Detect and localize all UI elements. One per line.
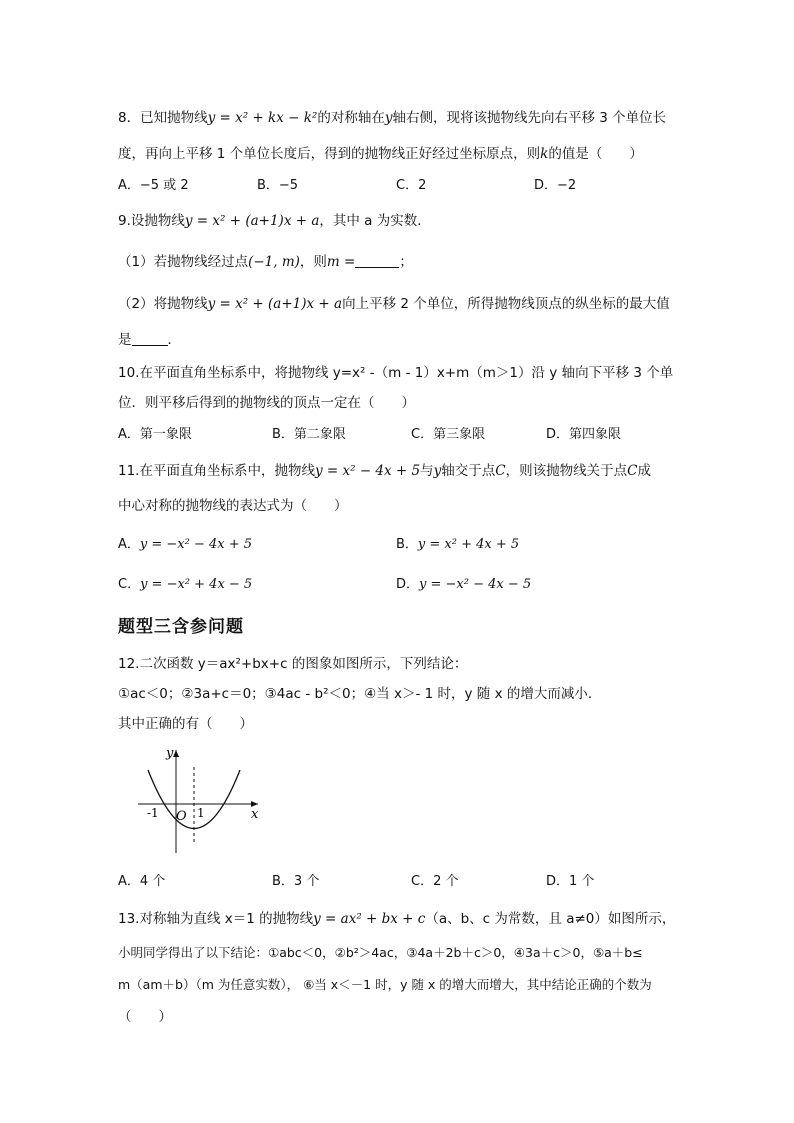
section-title: 题型三含参问题 [118,617,244,637]
q8-var-y: y [384,110,393,126]
q10-option-c[interactable]: C．第三象限 [411,427,486,442]
q10-line2: 位．则平移后得到的抛物线的顶点一定在（ ） [118,395,415,411]
q13-line1 [118,910,675,928]
q11-var-y: y [433,463,442,479]
q9-part2 [118,295,670,313]
q8-line2 [118,145,643,163]
q8-option-d[interactable]: D．−2 [534,178,577,193]
q8-option-c[interactable]: C．2 [396,178,427,193]
q12-parabola-graph [130,745,270,855]
option-formula: y = −x² − 4x − 5 [419,577,532,592]
q9-formula: y = x² + (a+1)x + a [207,296,343,312]
q11-var-c: C [627,463,638,479]
q11-text: 与 [420,463,434,479]
y-axis-arrow [173,750,179,757]
q9-part2-line2 [118,331,181,349]
q13-text: （a、b、c 为常数，且 a≠0）如图所示， [425,911,676,927]
q11-option-a[interactable] [118,536,252,554]
q8-option-b[interactable]: B．−5 [257,178,299,193]
q9-stem [118,212,431,230]
q9-text: 是 [118,332,132,348]
q13-formula: y = ax² + bx + c [313,911,426,927]
q11-option-c[interactable] [118,576,252,594]
tick-neg-one: -1 [147,806,159,820]
q13-line2: 小明同学得出了以下结论：①abc＜0，②b²＞4ac，③4a＋2b＋c＞0，④3a＋c＞0，⑤a＋b≤ [118,945,643,960]
q9-text: （1）若抛物线经过点 [118,254,249,270]
q12-stem: 12.二次函数 y＝ax²+bx+c 的图象如图所示，下列结论： [118,656,468,672]
q10-option-b[interactable]: B．第二象限 [272,427,346,442]
q12-option-b[interactable]: B．3 个 [272,874,320,889]
option-formula: y = −x² − 4x + 5 [139,537,253,552]
q12-conclusions: ①ac＜0；②3a+c＝0；③4ac - b²＜0；④当 x＞- 1 时，y 随 x 的增大而减小． [118,686,602,702]
q9-text: ； [399,254,413,270]
origin-label: O [176,809,187,824]
q9-formula: y = x² + (a+1)x + a [184,213,320,229]
q8-text: 的对称轴在 [317,110,385,126]
q12-ask: 其中正确的有（ ） [118,716,253,732]
q13-text: 13.对称轴为直线 x＝1 的抛物线 [118,911,314,927]
q8-text: 度，再向上平移 1 个单位长度后，得到的抛物线正好经过坐标原点，则 [118,146,541,162]
q12-option-a[interactable]: A．4 个 [118,874,166,889]
q11-line2: 中心对称的抛物线的表达式为（ ） [118,498,348,514]
q9-var-m: m = [326,254,356,270]
q9-part1 [118,253,413,271]
q9-text: 向上平移 2 个单位，所得抛物线顶点的纵坐标的最大值 [342,296,670,312]
q8-option-a[interactable]: A．−5 或 2 [118,178,189,193]
q10-option-d[interactable]: D．第四象限 [546,427,622,442]
answer-blank[interactable] [132,333,168,346]
q12-option-c[interactable]: C．2 个 [411,874,459,889]
option-formula: y = −x² + 4x − 5 [140,577,253,592]
q8-text: 轴右侧，现将该抛物线先向右平移 3 个单位长 [392,110,667,126]
q8-text: 的值是（ ） [548,146,643,162]
option-letter: D． [396,577,420,592]
q13-line4: （ ） [118,1009,172,1025]
q9-point: (−1, m) [248,254,300,270]
y-axis-label: y [166,746,174,761]
option-letter: B． [396,537,418,552]
q9-text: （2）将抛物线 [118,296,208,312]
q11-option-b[interactable] [396,536,519,554]
answer-blank[interactable] [355,255,399,268]
option-letter: C． [118,577,141,592]
q10-option-a[interactable]: A．第一象限 [118,427,192,442]
q11-line1 [118,462,651,480]
q11-option-d[interactable] [396,576,531,594]
q11-text: ，则该抛物线关于点 [505,463,628,479]
q8-line1 [118,109,666,127]
q13-line3: m（am＋b）（m 为任意实数）， ⑥当 x＜－1 时，y 随 x 的增大而增大，其中结论正确的个数为 [118,977,652,992]
q8-formula: y = x² + kx − k² [207,110,318,126]
q10-line1: 10.在平面直角坐标系中，将抛物线 y=x² -（m - 1）x+m（m＞1）沿 y 轴向下平移 3 个单 [118,365,674,381]
q9-text: 9.设抛物线 [118,213,185,229]
q11-var-c: C [495,463,506,479]
q11-text: 成 [637,463,651,479]
option-formula: y = x² + 4x + 5 [417,537,520,552]
q11-text: 轴交于点 [441,463,496,479]
q9-text: ，则 [299,254,327,270]
x-axis-label: x [251,807,259,822]
q8-text: 8．已知抛物线 [118,110,208,126]
q11-formula: y = x² − 4x + 5 [314,463,421,479]
q11-text: 11.在平面直角坐标系中，抛物线 [118,463,315,479]
tick-one: 1 [197,806,205,820]
q9-text: ． [167,332,181,348]
q8-var-k: k [540,146,549,162]
q9-text: ，其中 a 为实数． [319,213,431,229]
q12-option-d[interactable]: D．1 个 [546,874,595,889]
option-letter: A． [118,537,140,552]
